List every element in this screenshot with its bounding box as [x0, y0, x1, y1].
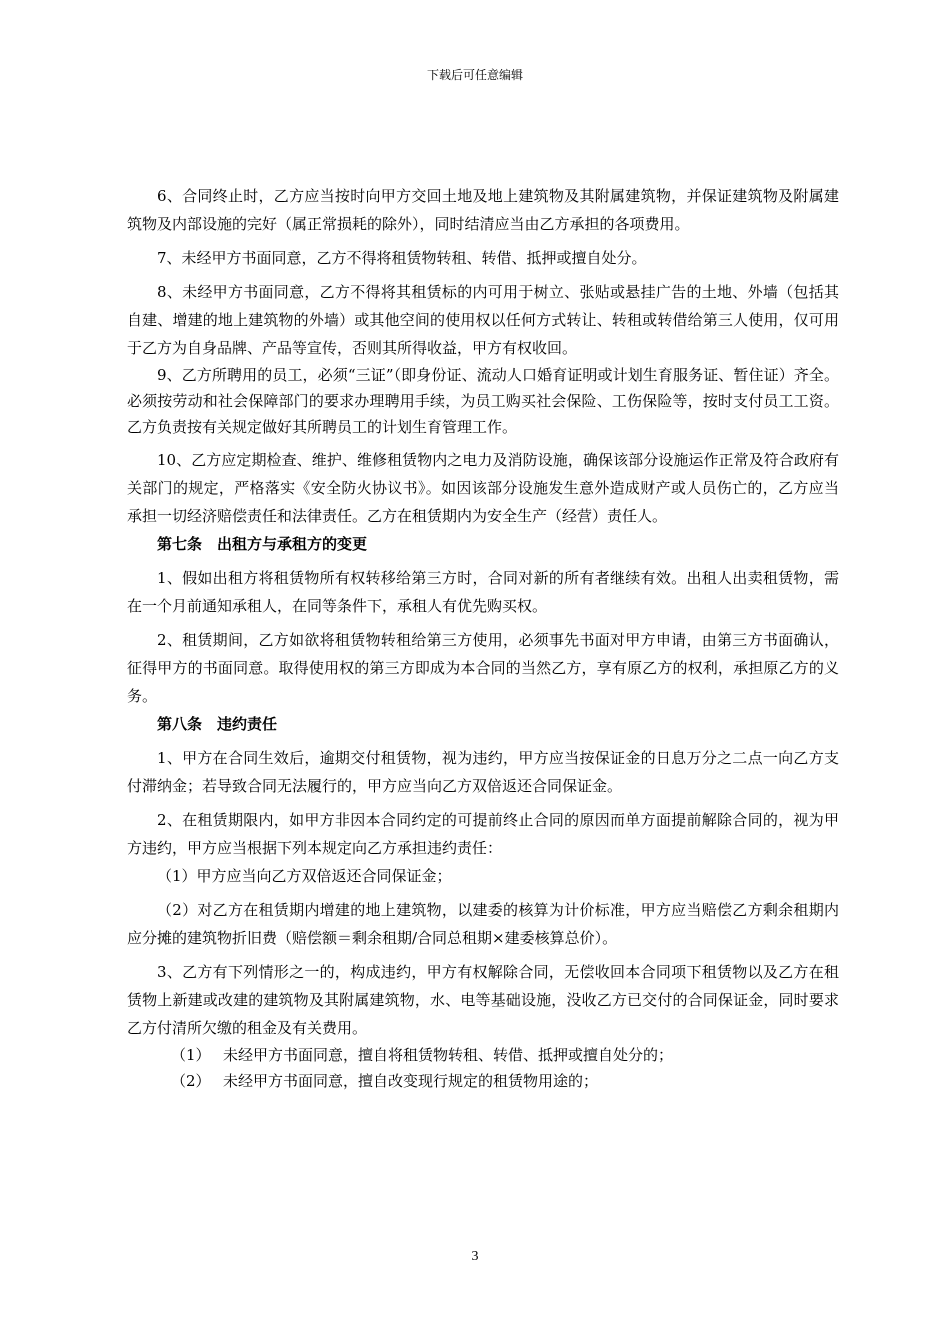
clause-8: 8、未经甲方书面同意，乙方不得将其租赁标的内可用于树立、张贴或悬挂广告的土地、外墙（包括其自建、增建的地上建筑物的外墙）或其他空间的使用权以任何方式转让、转租或转借给第三人使用，仅可用于乙方为自身品牌、产品等宣传，否则其所得收益，甲方有权收回。	[127, 283, 839, 357]
clause-7: 7、未经甲方书面同意，乙方不得将租赁物转租、转借、抵押或擅自处分。	[157, 249, 647, 267]
clause-10: 10、乙方应定期检查、维护、维修租赁物内之电力及消防设施，确保该部分设施运作正常及符合政府有关部门的规定，严格落实《安全防火协议书》。如因该部分设施发生意外造成财产或人员伤亡的，乙方应当承担一切经济赔偿责任和法律责任。乙方在租赁期内为安全生产（经营）责任人。	[127, 451, 839, 525]
article-8-heading: 第八条 违约责任	[157, 715, 278, 733]
article-7-heading: 第七条 出租方与承租方的变更	[157, 535, 368, 553]
item-number: （2）	[171, 1072, 211, 1090]
article-7-clause-2: 2、租赁期间，乙方如欲将租赁物转租给第三方使用，必须事先书面对甲方申请，由第三方书面确认，征得甲方的书面同意。取得使用权的第三方即成为本合同的当然乙方，享有原乙方的权利，承担原乙方的义务。	[127, 631, 839, 705]
page-number: 3	[471, 1249, 479, 1264]
article-8-clause-3-item-2	[127, 1068, 839, 1094]
item-number: （1）	[171, 1046, 211, 1064]
article-7-clause-1: 1、假如出租方将租赁物所有权转移给第三方时，合同对新的所有者继续有效。出租人出卖租赁物，需在一个月前通知承租人，在同等条件下，承租人有优先购买权。	[127, 569, 839, 615]
article-8-clause-3: 3、乙方有下列情形之一的，构成违约，甲方有权解除合同，无偿收回本合同项下租赁物以及乙方在租赁物上新建或改建的建筑物及其附属建筑物，水、电等基础设施，没收乙方已交付的合同保证金，同时要求乙方付清所欠缴的租金及有关费用。	[127, 963, 839, 1037]
article-8-clause-3-item-1	[127, 1042, 839, 1068]
article-8-clause-2-item-1: （1）甲方应当向乙方双倍返还合同保证金；	[157, 867, 452, 885]
item-text: 未经甲方书面同意，擅自将租赁物转租、转借、抵押或擅自处分的；	[223, 1046, 674, 1064]
item-text: 未经甲方书面同意，擅自改变现行规定的租赁物用途的；	[223, 1072, 599, 1090]
page-header: 下载后可任意编辑	[426, 68, 523, 82]
article-8-clause-1: 1、甲方在合同生效后，逾期交付租赁物，视为违约，甲方应当按保证金的日息万分之二点一向乙方支付滞纳金；若导致合同无法履行的，甲方应当向乙方双倍返还合同保证金。	[127, 749, 839, 795]
clause-6: 6、合同终止时，乙方应当按时向甲方交回土地及地上建筑物及其附属建筑物，并保证建筑物及附属建筑物及内部设施的完好（属正常损耗的除外），同时结清应当由乙方承担的各项费用。	[127, 187, 839, 233]
clause-9: 9、乙方所聘用的员工，必须“三证”（即身份证、流动人口婚育证明或计划生育服务证、暂住证）齐全。必须按劳动和社会保障部门的要求办理聘用手续，为员工购买社会保险、工伤保险等，按时支付员工工资。乙方负责按有关规定做好其所聘员工的计划生育管理工作。	[127, 366, 839, 436]
article-8-clause-2-item-2: （2）对乙方在租赁期内增建的地上建筑物，以建委的核算为计价标准，甲方应当赔偿乙方剩余租期内应分摊的建筑物折旧费（赔偿额＝剩余租期/合同总租期×建委核算总价）。	[127, 901, 839, 947]
article-8-clause-2: 2、在租赁期限内，如甲方非因本合同约定的可提前终止合同的原因而单方面提前解除合同的，视为甲方违约，甲方应当根据下列本规定向乙方承担违约责任：	[127, 811, 839, 857]
document-body	[127, 182, 839, 1094]
